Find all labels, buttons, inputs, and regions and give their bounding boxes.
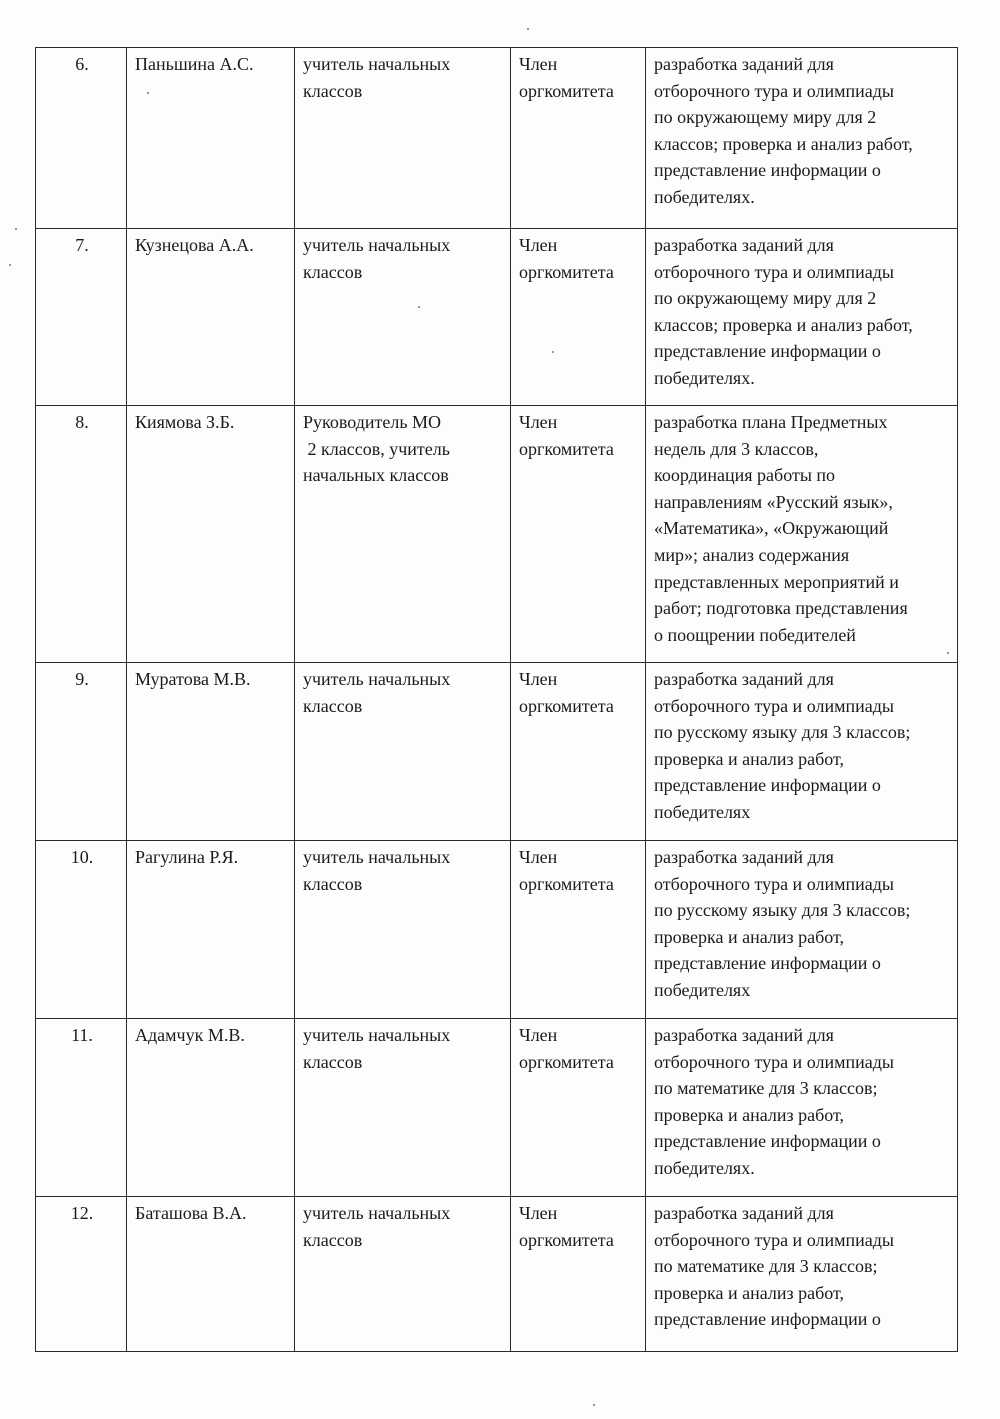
duty-line: разработка заданий для xyxy=(654,235,834,255)
position-line: учитель начальных xyxy=(303,1025,451,1045)
position-cell xyxy=(295,229,511,406)
row-number-cell xyxy=(36,1019,127,1197)
row-number: 10. xyxy=(70,847,94,867)
duty-line: мир»; анализ содержания xyxy=(654,544,850,565)
duty-line: представление информации о xyxy=(654,953,881,974)
role-line: оргкомитета xyxy=(519,873,614,894)
scan-speck xyxy=(593,1404,595,1406)
position-line: классов xyxy=(303,261,363,282)
role-line: Член xyxy=(519,1203,558,1223)
duty-line: представление информации о xyxy=(654,1309,881,1330)
duty-line: разработка заданий для xyxy=(654,54,834,74)
position-line: учитель начальных xyxy=(303,669,451,689)
row-number-cell xyxy=(36,663,127,841)
member-name-cell xyxy=(127,1019,295,1197)
duties-cell xyxy=(646,663,958,841)
role-line: оргкомитета xyxy=(519,1229,614,1250)
row-number: 6. xyxy=(75,54,89,74)
duty-line: по математике для 3 классов; xyxy=(654,1078,878,1099)
duty-line: классов; проверка и анализ работ, xyxy=(654,314,913,335)
member-name: Рагулина Р.Я. xyxy=(135,847,239,867)
duty-line: представленных мероприятий и xyxy=(654,571,899,592)
role-cell xyxy=(511,48,646,229)
member-name-cell xyxy=(127,48,295,229)
table-row xyxy=(36,229,958,406)
position-line: классов xyxy=(303,695,363,716)
role-line: оргкомитета xyxy=(519,695,614,716)
scan-speck xyxy=(15,228,17,230)
position-cell xyxy=(295,663,511,841)
position-line: начальных классов xyxy=(303,465,449,486)
row-number: 12. xyxy=(70,1203,94,1223)
duty-line: победителях xyxy=(654,801,751,822)
role-line: оргкомитета xyxy=(519,261,614,282)
position-cell xyxy=(295,1197,511,1352)
duty-line: разработка заданий для xyxy=(654,669,834,689)
position-line: учитель начальных xyxy=(303,1203,451,1223)
duty-line: представление информации о xyxy=(654,1131,881,1152)
row-number: 9. xyxy=(75,669,89,689)
table-row xyxy=(36,663,958,841)
position-cell xyxy=(295,841,511,1019)
role-line: Член xyxy=(519,669,558,689)
member-name: Паньшина А.С. xyxy=(135,54,254,74)
duty-line: представление информации о xyxy=(654,160,881,181)
role-line: Член xyxy=(519,54,558,74)
member-name-cell xyxy=(127,1197,295,1352)
duty-line: разработка заданий для xyxy=(654,1203,834,1223)
duty-line: классов; проверка и анализ работ, xyxy=(654,133,913,154)
duty-line: проверка и анализ работ, xyxy=(654,926,845,947)
row-number: 7. xyxy=(75,235,89,255)
duties-cell xyxy=(646,1019,958,1197)
position-line: учитель начальных xyxy=(303,235,451,255)
position-line: классов xyxy=(303,80,363,101)
position-line: учитель начальных xyxy=(303,54,451,74)
duty-line: победителях. xyxy=(654,186,755,207)
duty-line: отборочного тура и олимпиады xyxy=(654,1229,894,1250)
role-cell xyxy=(511,1197,646,1352)
position-line: 2 классов, учитель xyxy=(303,438,450,459)
table-row xyxy=(36,841,958,1019)
duties-cell xyxy=(646,229,958,406)
row-number-cell xyxy=(36,841,127,1019)
duty-line: по окружающему миру для 2 xyxy=(654,288,877,309)
position-line: Руководитель МО xyxy=(303,412,442,432)
member-name: Кузнецова А.А. xyxy=(135,235,254,255)
position-line: классов xyxy=(303,873,363,894)
member-name-cell xyxy=(127,406,295,663)
row-number: 8. xyxy=(75,412,89,432)
role-cell xyxy=(511,406,646,663)
duties-cell xyxy=(646,841,958,1019)
table-row xyxy=(36,48,958,229)
duty-line: отборочного тура и олимпиады xyxy=(654,873,894,894)
row-number-cell xyxy=(36,406,127,663)
member-name-cell xyxy=(127,663,295,841)
scan-speck xyxy=(552,351,554,353)
row-number-cell xyxy=(36,1197,127,1352)
duty-line: по русскому языку для 3 классов; xyxy=(654,722,911,743)
scan-speck xyxy=(147,92,149,94)
duty-line: разработка заданий для xyxy=(654,847,834,867)
duty-line: направлениям «Русский язык», xyxy=(654,491,893,512)
position-line: учитель начальных xyxy=(303,847,451,867)
table-body xyxy=(36,48,958,1352)
member-name: Киямова З.Б. xyxy=(135,412,235,432)
organizing-committee-table xyxy=(35,47,958,1352)
role-cell xyxy=(511,663,646,841)
role-line: оргкомитета xyxy=(519,80,614,101)
member-name: Муратова М.В. xyxy=(135,669,251,689)
duties-cell xyxy=(646,1197,958,1352)
role-line: Член xyxy=(519,412,558,432)
table-row xyxy=(36,406,958,663)
duty-line: по математике для 3 классов; xyxy=(654,1256,878,1277)
row-number: 11. xyxy=(71,1025,93,1045)
member-name: Адамчук М.В. xyxy=(135,1025,245,1045)
duty-line: проверка и анализ работ, xyxy=(654,748,845,769)
role-line: Член xyxy=(519,847,558,867)
position-cell xyxy=(295,48,511,229)
duty-line: о поощрении победителей xyxy=(654,624,856,645)
scan-speck xyxy=(418,306,420,308)
member-name-cell xyxy=(127,229,295,406)
role-line: Член xyxy=(519,235,558,255)
role-cell xyxy=(511,1019,646,1197)
role-line: оргкомитета xyxy=(519,438,614,459)
scan-speck xyxy=(947,652,949,654)
scan-speck xyxy=(9,264,11,266)
member-name: Баташова В.А. xyxy=(135,1203,247,1223)
duty-line: «Математика», «Окружающий xyxy=(654,518,889,539)
duties-cell xyxy=(646,406,958,663)
duty-line: по русскому языку для 3 классов; xyxy=(654,900,911,921)
duty-line: проверка и анализ работ, xyxy=(654,1104,845,1125)
table-row xyxy=(36,1197,958,1352)
duty-line: разработка заданий для xyxy=(654,1025,834,1045)
duty-line: отборочного тура и олимпиады xyxy=(654,261,894,282)
duty-line: представление информации о xyxy=(654,341,881,362)
row-number-cell xyxy=(36,48,127,229)
duty-line: разработка плана Предметных xyxy=(654,412,888,432)
duty-line: по окружающему миру для 2 xyxy=(654,107,877,128)
duties-cell xyxy=(646,48,958,229)
position-line: классов xyxy=(303,1051,363,1072)
duty-line: отборочного тура и олимпиады xyxy=(654,80,894,101)
duty-line: отборочного тура и олимпиады xyxy=(654,1051,894,1072)
row-number-cell xyxy=(36,229,127,406)
role-line: оргкомитета xyxy=(519,1051,614,1072)
duty-line: отборочного тура и олимпиады xyxy=(654,695,894,716)
role-cell xyxy=(511,841,646,1019)
position-line: классов xyxy=(303,1229,363,1250)
duty-line: победителях. xyxy=(654,1157,755,1178)
duty-line: работ; подготовка представления xyxy=(654,598,908,619)
duty-line: представление информации о xyxy=(654,775,881,796)
duty-line: проверка и анализ работ, xyxy=(654,1282,845,1303)
duty-line: победителях xyxy=(654,979,751,1000)
role-line: Член xyxy=(519,1025,558,1045)
member-name-cell xyxy=(127,841,295,1019)
duty-line: недель для 3 классов, xyxy=(654,438,819,459)
position-cell xyxy=(295,1019,511,1197)
table-row xyxy=(36,1019,958,1197)
position-cell xyxy=(295,406,511,663)
role-cell xyxy=(511,229,646,406)
duty-line: координация работы по xyxy=(654,465,836,486)
scan-speck xyxy=(527,28,529,30)
duty-line: победителях. xyxy=(654,367,755,388)
